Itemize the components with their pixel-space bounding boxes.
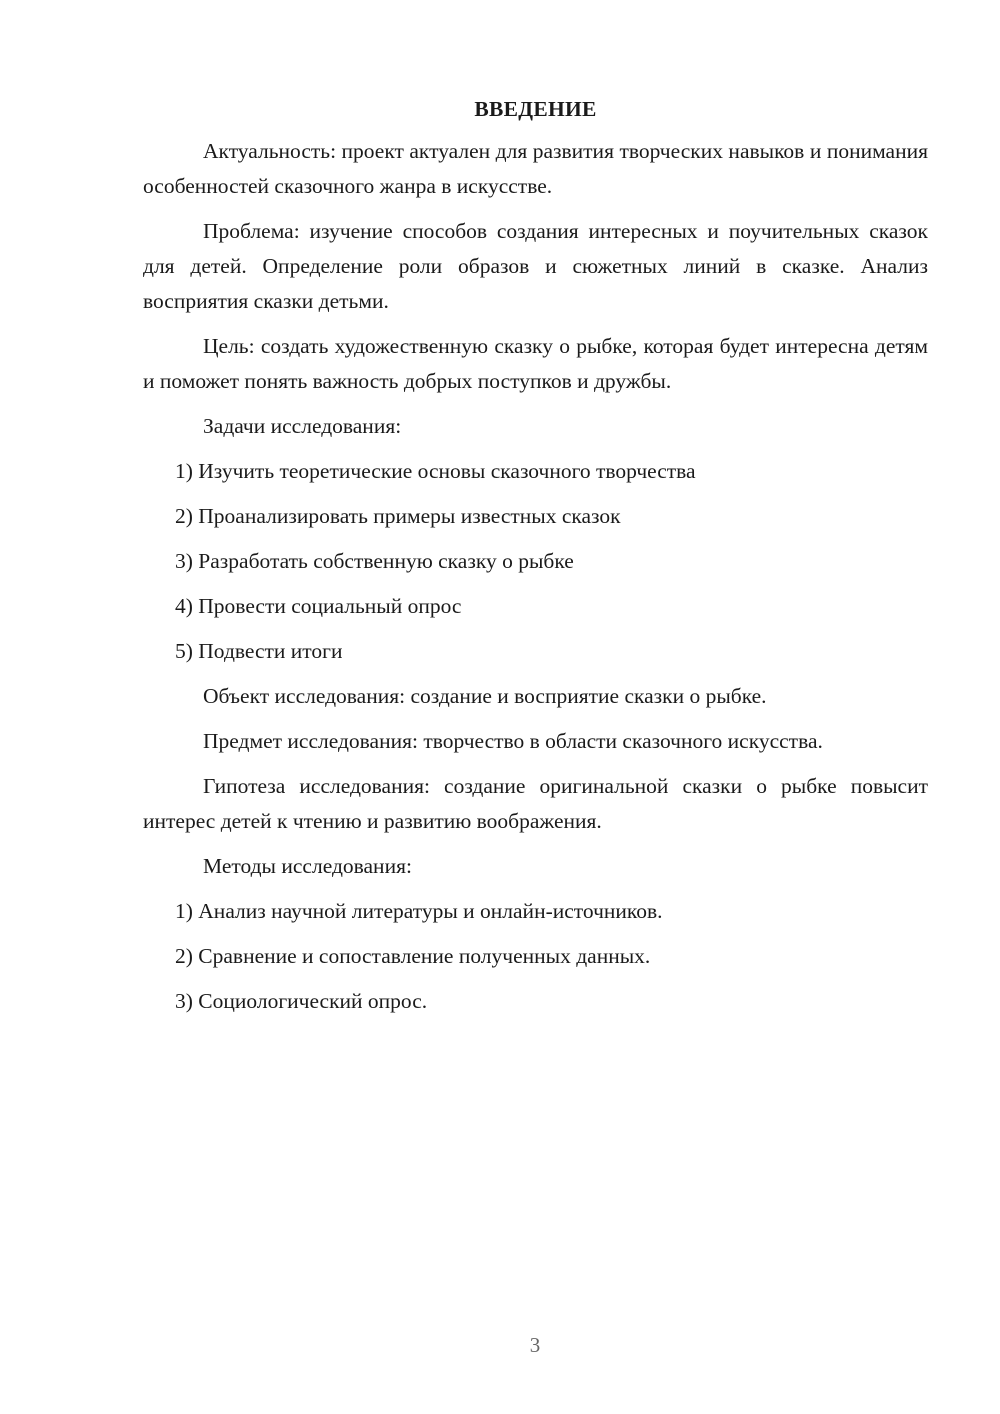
methods-heading: Методы исследования: <box>203 854 412 878</box>
object-line: Объект исследования: создание и восприятие сказки о рыбке. <box>203 684 767 708</box>
method-item-1: 1) Анализ научной литературы и онлайн-источников. <box>175 899 663 923</box>
task-item-4: 4) Провести социальный опрос <box>175 594 462 618</box>
goal-paragraph: Цель: создать художественную сказку о рыбке, которая будет интересна детям и поможет понять важность добрых поступков и дружбы. <box>143 334 928 393</box>
page-number: 3 <box>529 1333 541 1357</box>
task-item-5: 5) Подвести итоги <box>175 639 343 663</box>
method-item-3: 3) Социологический опрос. <box>175 989 428 1013</box>
task-item-2: 2) Проанализировать примеры известных сказок <box>175 504 621 528</box>
task-item-3: 3) Разработать собственную сказку о рыбке <box>175 549 574 573</box>
page-body <box>143 92 928 1029</box>
hypothesis-paragraph: Гипотеза исследования: создание оригинальной сказки о рыбке повысит интерес детей к чтению и развитию воображения. <box>143 774 928 833</box>
subject-line: Предмет исследования: творчество в области сказочного искусства. <box>203 729 823 753</box>
problem-paragraph: Проблема: изучение способов создания интересных и поучительных сказок для детей. Определение роли образов и сюжетных линий в сказке. Анализ восприятия сказки детьми. <box>143 219 928 313</box>
page-title: ВВЕДЕНИЕ <box>474 97 597 121</box>
tasks-heading: Задачи исследования: <box>203 414 402 438</box>
task-item-1: 1) Изучить теоретические основы сказочного творчества <box>175 459 696 483</box>
relevance-paragraph: Актуальность: проект актуален для развития творческих навыков и понимания особенностей сказочного жанра в искусстве. <box>143 139 928 198</box>
method-item-2: 2) Сравнение и сопоставление полученных данных. <box>175 944 651 968</box>
